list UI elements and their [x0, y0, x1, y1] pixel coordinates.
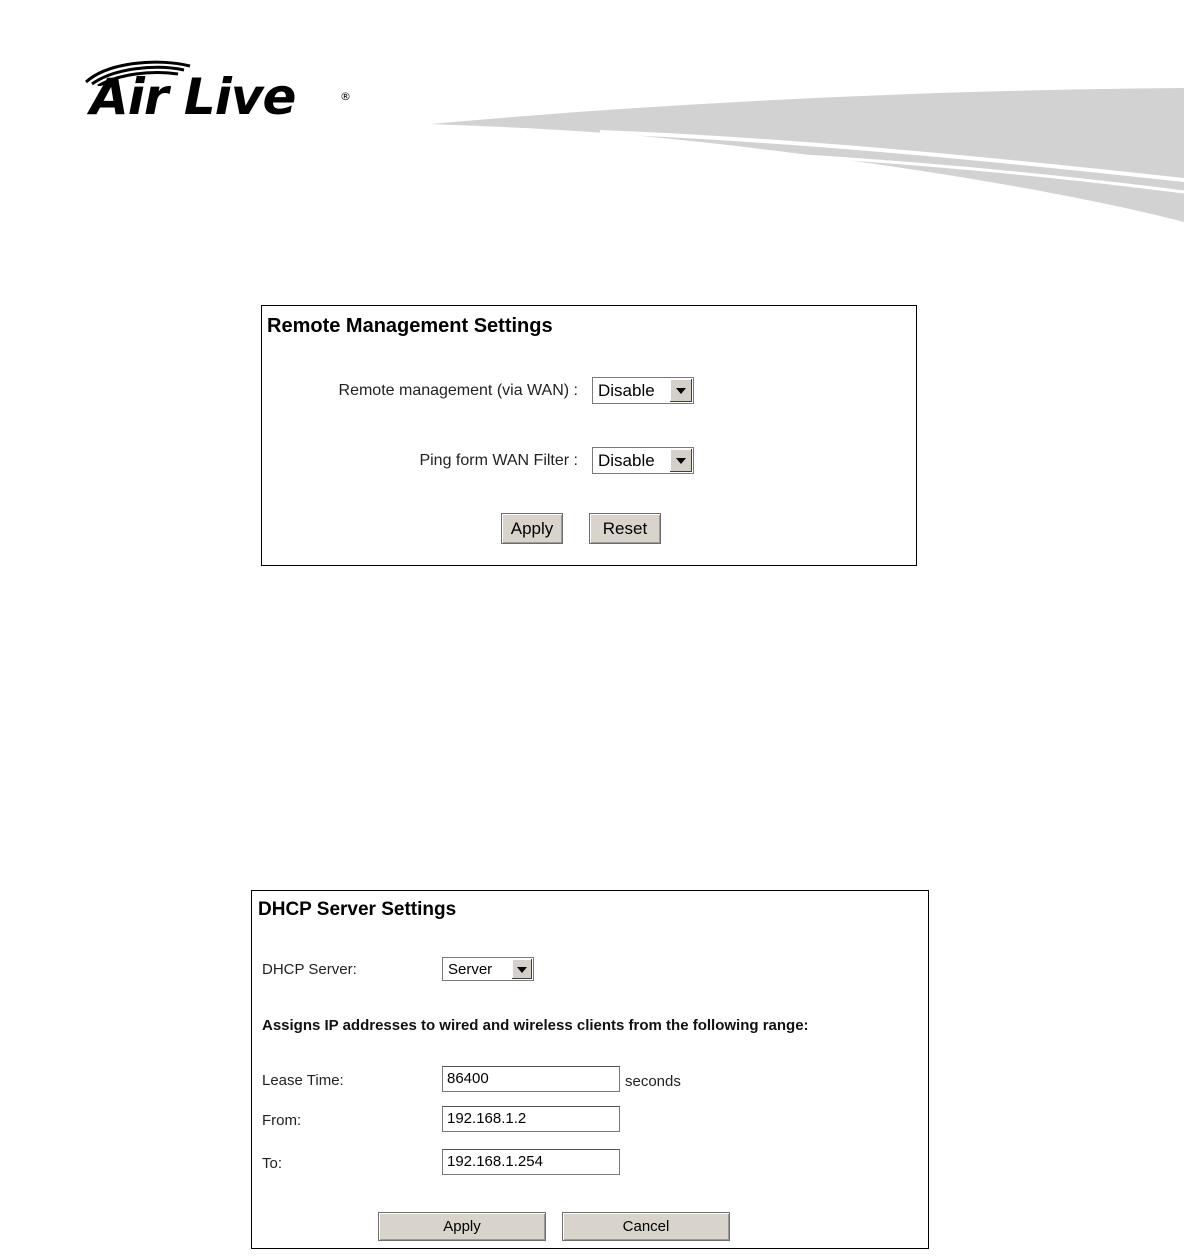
from-ip-input[interactable]	[442, 1106, 620, 1132]
to-ip-value: 192.168.1.254	[447, 1153, 543, 1170]
airlive-logo	[72, 52, 362, 138]
dhcp-server-label: DHCP Server:	[262, 961, 357, 978]
remote-management-panel	[261, 305, 917, 566]
lease-time-unit: seconds	[625, 1073, 681, 1090]
dhcp-apply-button[interactable]: Apply	[378, 1212, 546, 1241]
ping-filter-label: Ping form WAN Filter :	[419, 452, 578, 469]
dhcp-server-panel	[251, 890, 929, 1249]
ping-filter-select[interactable]	[592, 447, 694, 474]
from-label: From:	[262, 1112, 302, 1129]
reset-button[interactable]: Reset	[589, 513, 661, 544]
dhcp-cancel-button[interactable]: Cancel	[562, 1212, 730, 1241]
from-ip-value: 192.168.1.2	[447, 1110, 527, 1127]
remote-management-title: Remote Management Settings	[267, 315, 553, 337]
remote-management-select[interactable]	[592, 377, 694, 404]
dhcp-range-description: Assigns IP addresses to wired and wireless clients from the following range:	[262, 1017, 809, 1034]
lease-time-input[interactable]	[442, 1066, 620, 1092]
remote-management-value: Disable	[598, 381, 655, 400]
to-ip-input[interactable]	[442, 1149, 620, 1175]
dhcp-server-title: DHCP Server Settings	[258, 899, 457, 920]
chevron-down-icon[interactable]	[511, 959, 532, 979]
chevron-down-icon[interactable]	[669, 449, 692, 472]
registered-mark: ®	[340, 90, 351, 103]
chevron-down-icon[interactable]	[669, 379, 692, 402]
to-label: To:	[262, 1155, 283, 1172]
logo-wordmark: Air Live	[90, 68, 296, 126]
lease-time-label: Lease Time:	[262, 1072, 344, 1089]
ping-filter-value: Disable	[598, 451, 655, 470]
dhcp-server-select[interactable]	[442, 957, 534, 981]
apply-button[interactable]: Apply	[501, 513, 563, 544]
dhcp-server-value: Server	[448, 961, 493, 978]
lease-time-value: 86400	[447, 1070, 489, 1087]
remote-management-label: Remote management (via WAN) :	[338, 382, 578, 399]
